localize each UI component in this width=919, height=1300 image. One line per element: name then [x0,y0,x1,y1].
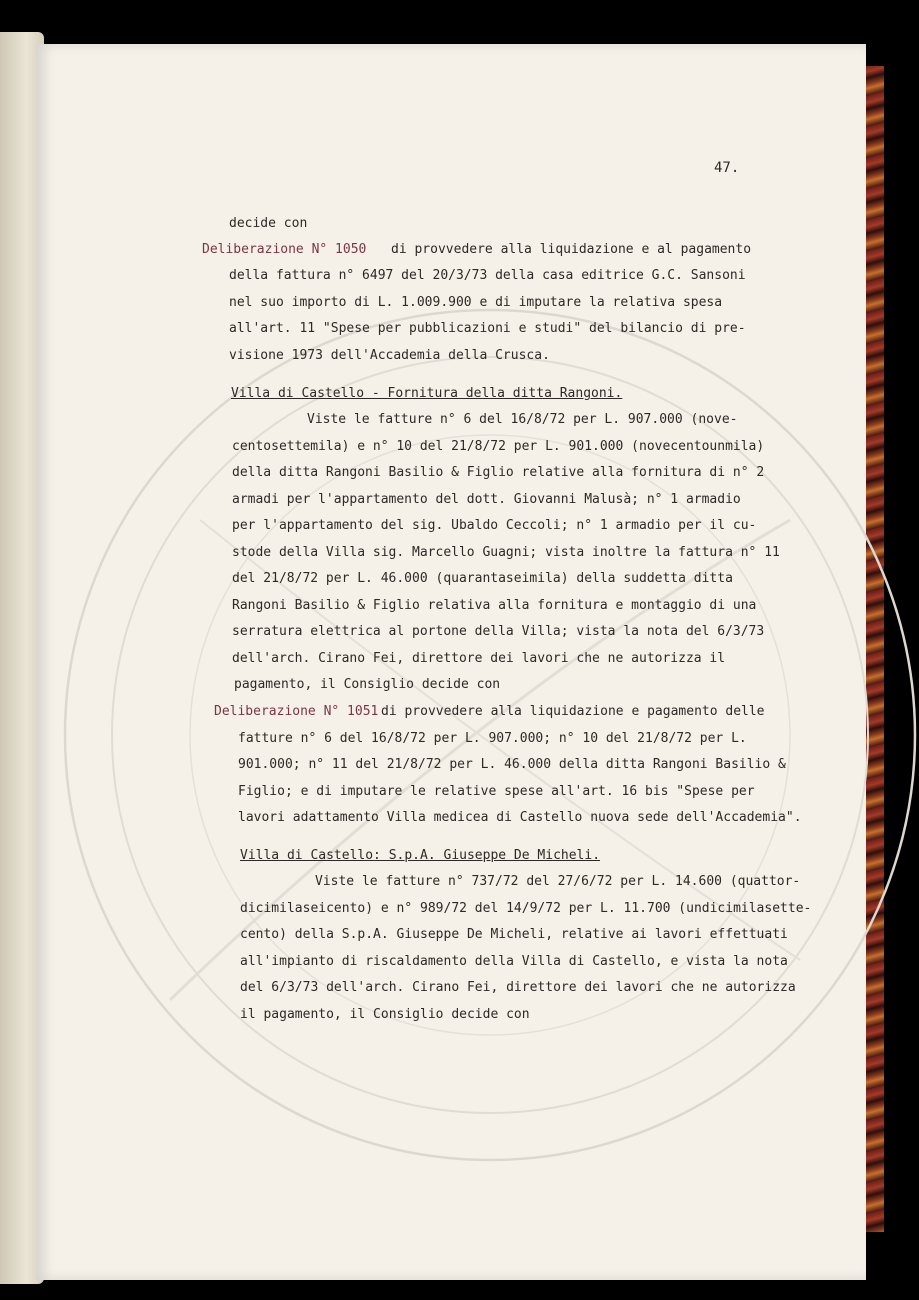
section-heading: Villa di Castello - Fornitura della ditta Rangoni. [231,386,623,401]
text-line: lavori adattamento Villa medicea di Castello nuova sede dell'Accademia". [238,810,802,825]
text-line: decide con [229,216,308,231]
text-line: all'impianto di riscaldamento della Villa di Castello, e vista la nota [240,954,788,969]
text-line: visione 1973 dell'Accademia della Crusca. [229,348,550,363]
text-line: 901.000; n° 11 del 21/8/72 per L. 46.000 della ditta Rangoni Basilio & [238,757,786,772]
text-line: della fattura n° 6497 del 20/3/73 della casa editrice G.C. Sansoni [229,268,746,283]
text-line: Rangoni Basilio & Figlio relativa alla fornitura e montaggio di una [232,598,757,613]
text-line: di provvedere alla liquidazione e al pagamento [391,242,752,257]
text-line: Viste le fatture n° 737/72 del 27/6/72 per L. 14.600 (quattor- [315,874,801,889]
text-line: fatture n° 6 del 16/8/72 per L. 907.000; n° 10 del 21/8/72 per L. [238,731,747,746]
text-line: Figlio; e di imputare le relative spese all'art. 16 bis "Spese per [238,784,755,799]
text-line: il pagamento, il Consiglio decide con [240,1007,530,1022]
text-line: pagamento, il Consiglio decide con [234,677,501,692]
section-heading: Villa di Castello: S.p.A. Giuseppe De Micheli. [240,848,601,863]
text-line: nel suo importo di L. 1.009.900 e di imputare la relativa spesa [229,295,723,310]
deliberation-label: Deliberazione N° 1050 [202,242,367,257]
text-line: di provvedere alla liquidazione e pagamento delle [381,704,765,719]
text-line: della ditta Rangoni Basilio & Figlio relative alla fornitura di n° 2 [232,465,765,480]
text-line: all'art. 11 "Spese per pubblicazioni e studi" del bilancio di pre- [229,321,746,336]
text-line: dell'arch. Cirano Fei, direttore dei lavori che ne autorizza il [232,651,726,666]
text-line: serratura elettrica al portone della Villa; vista la nota del 6/3/73 [232,624,765,639]
text-line: dicimilaseicento) e n° 989/72 del 14/9/72 per L. 11.700 (undicimilasette- [240,901,812,916]
text-line: del 21/8/72 per L. 46.000 (quarantaseimila) della suddetta ditta [232,571,733,586]
text-line: Viste le fatture n° 6 del 16/8/72 per L. 907.000 (nove- [307,412,738,427]
page-number: 47. [714,160,740,176]
text-line: cento) della S.p.A. Giuseppe De Micheli, relative ai lavori effettuati [240,927,788,942]
text-line: del 6/3/73 dell'arch. Cirano Fei, direttore dei lavori che ne autorizza [240,980,796,995]
text-line: armadi per l'appartamento del dott. Giovanni Malusà; n° 1 armadio [232,492,741,507]
text-line: stode della Villa sig. Marcello Guagni; vista inoltre la fattura n° 11 [232,545,780,560]
deliberation-label: Deliberazione N° 1051 [214,704,379,719]
text-line: per l'appartamento del sig. Ubaldo Ceccoli; n° 1 armadio per il cu- [232,518,757,533]
text-line: centosettemila) e n° 10 del 21/8/72 per L. 901.000 (novecentounmila) [232,439,765,454]
